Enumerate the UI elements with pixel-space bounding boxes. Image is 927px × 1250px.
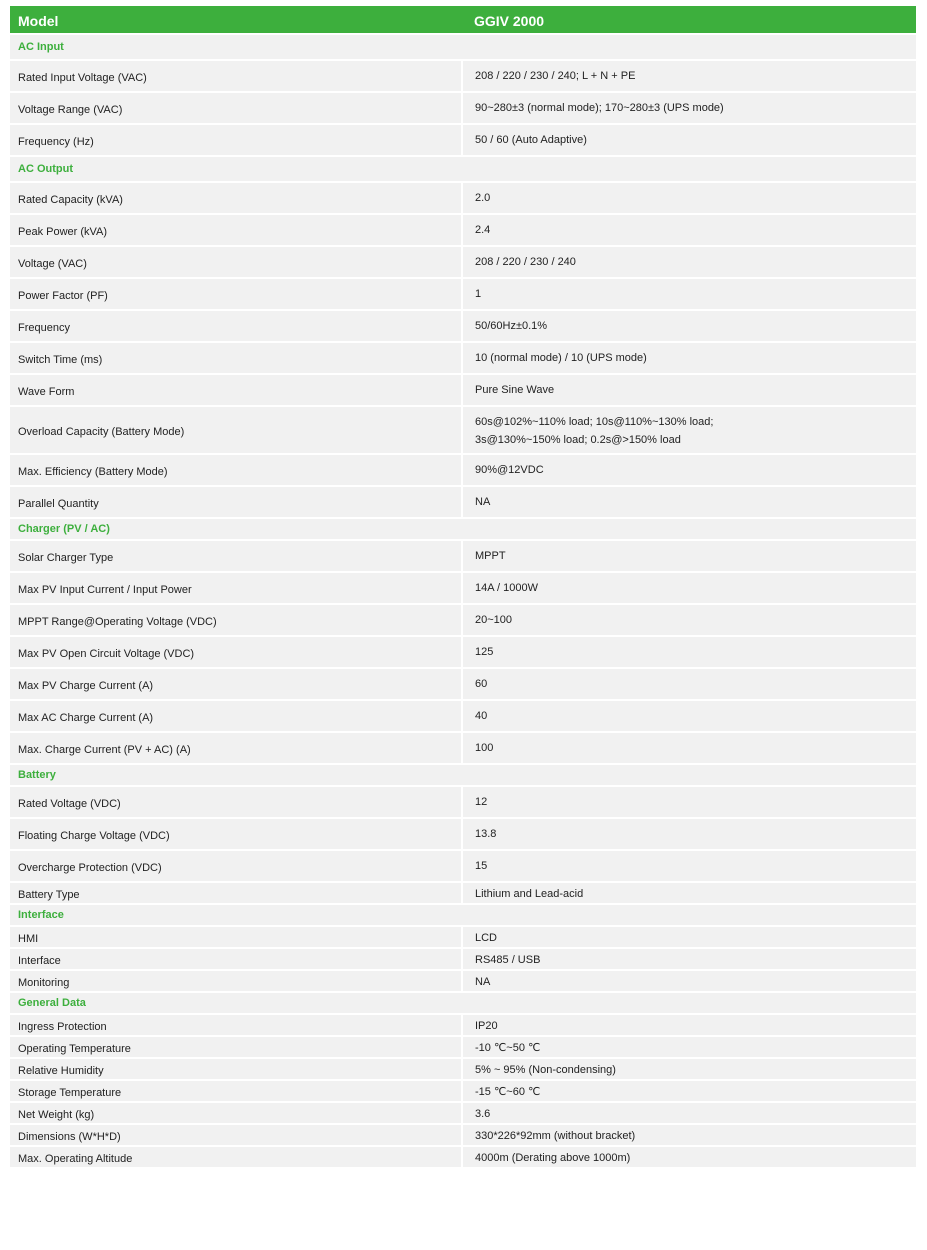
spec-value: IP20 [475,1020,498,1032]
spec-value-cell [463,1015,916,1035]
table-row [10,343,916,375]
table-row [10,883,916,905]
spec-value: 40 [475,710,488,722]
spec-label: Voltage Range (VAC) [10,93,461,123]
spec-value-cell [463,971,916,991]
spec-value-cell [463,851,916,881]
section-header: AC Output [10,157,916,183]
spec-value-cell [463,311,916,341]
table-row [10,1059,916,1081]
spec-value-cell [463,93,916,123]
spec-value-cell [463,375,916,405]
table-body [10,35,916,1169]
spec-value: -15 ℃~60 ℃ [475,1086,541,1098]
spec-value: 90%@12VDC [475,464,544,476]
table-row [10,311,916,343]
spec-label: Max. Efficiency (Battery Mode) [10,455,461,485]
spec-value-cell [463,487,916,517]
table-row [10,573,916,605]
table-row [10,61,916,93]
table-row [10,1015,916,1037]
spec-value-cell [463,1147,916,1167]
spec-label: Relative Humidity [10,1059,461,1079]
table-row [10,787,916,819]
spec-label: MPPT Range@Operating Voltage (VDC) [10,605,461,635]
spec-value: Lithium and Lead-acid [475,888,584,900]
table-row [10,215,916,247]
spec-label: Rated Capacity (kVA) [10,183,461,213]
spec-value: 2.4 [475,224,491,236]
spec-value-cell [463,407,916,453]
table-row [10,407,916,455]
table-row [10,819,916,851]
spec-value: LCD [475,932,498,944]
spec-value: NA [475,496,491,508]
spec-label: HMI [10,927,461,947]
spec-value-cell [463,279,916,309]
spec-label: Max. Operating Altitude [10,1147,461,1167]
spec-value: 15 [475,860,488,872]
spec-label: Monitoring [10,971,461,991]
spec-value-cell [463,637,916,667]
spec-label: Solar Charger Type [10,541,461,571]
spec-label: Storage Temperature [10,1081,461,1101]
table-row [10,1081,916,1103]
spec-value-cell [463,1125,916,1145]
spec-label: Switch Time (ms) [10,343,461,373]
spec-value: 60s@102%~110% load; 10s@110%~130% load; [475,416,714,428]
spec-value-cell [463,215,916,245]
spec-value-line-2: 3s@130%~150% load; 0.2s@>150% load [475,434,681,446]
spec-value-cell [463,183,916,213]
spec-value: Pure Sine Wave [475,384,555,396]
spec-value-cell [463,455,916,485]
spec-value-cell [463,1059,916,1079]
spec-value: -10 ℃~50 ℃ [475,1042,541,1054]
spec-label: Parallel Quantity [10,487,461,517]
spec-label: Power Factor (PF) [10,279,461,309]
spec-value: 13.8 [475,828,497,840]
section-header: General Data [10,993,916,1015]
spec-label: Battery Type [10,883,461,903]
spec-value-cell [463,669,916,699]
spec-label: Floating Charge Voltage (VDC) [10,819,461,849]
spec-value: 14A / 1000W [475,582,538,594]
spec-label: Wave Form [10,375,461,405]
table-row [10,701,916,733]
spec-value: 50 / 60 (Auto Adaptive) [475,134,587,146]
spec-value: 10 (normal mode) / 10 (UPS mode) [475,352,647,364]
model-value: GGIV 2000 [463,6,916,33]
table-row [10,279,916,311]
spec-label: Max AC Charge Current (A) [10,701,461,731]
table-row [10,455,916,487]
section-header: Interface [10,905,916,927]
spec-value: 3.6 [475,1108,491,1120]
spec-value: MPPT [475,550,506,562]
spec-label: Max PV Charge Current (A) [10,669,461,699]
table-row [10,1125,916,1147]
table-row [10,851,916,883]
spec-value: 12 [475,796,488,808]
table-row [10,247,916,279]
table-row [10,1147,916,1169]
spec-value: RS485 / USB [475,954,541,966]
spec-value-cell [463,605,916,635]
spec-value-cell [463,701,916,731]
spec-label: Ingress Protection [10,1015,461,1035]
spec-value-cell [463,927,916,947]
spec-value-cell [463,125,916,155]
spec-table [10,6,916,1169]
spec-label: Max PV Input Current / Input Power [10,573,461,603]
table-row [10,183,916,215]
spec-value-cell [463,883,916,903]
table-row [10,541,916,573]
spec-value-cell [463,733,916,763]
spec-value: 2.0 [475,192,491,204]
section-header: Battery [10,765,916,787]
model-label: Model [10,6,461,33]
table-row [10,1037,916,1059]
spec-value-cell [463,247,916,277]
spec-label: Max PV Open Circuit Voltage (VDC) [10,637,461,667]
spec-value: 1 [475,288,482,300]
section-header: AC Input [10,35,916,61]
spec-label: Operating Temperature [10,1037,461,1057]
spec-value: 208 / 220 / 230 / 240 [475,256,576,268]
table-row [10,125,916,157]
table-row [10,93,916,125]
spec-value: NA [475,976,491,988]
spec-label: Overload Capacity (Battery Mode) [10,407,461,453]
spec-value-cell [463,949,916,969]
spec-label: Interface [10,949,461,969]
spec-label: Peak Power (kVA) [10,215,461,245]
spec-value-cell [463,61,916,91]
table-row [10,733,916,765]
section-header: Charger (PV / AC) [10,519,916,541]
spec-label: Frequency (Hz) [10,125,461,155]
spec-value: 330*226*92mm (without bracket) [475,1130,636,1142]
spec-value-cell [463,573,916,603]
spec-value-cell [463,1037,916,1057]
spec-label: Net Weight (kg) [10,1103,461,1123]
spec-value: 20~100 [475,614,513,626]
spec-label: Voltage (VAC) [10,247,461,277]
spec-value-cell [463,1081,916,1101]
spec-value: 100 [475,742,494,754]
table-header [10,6,916,35]
table-row [10,1103,916,1125]
spec-label: Frequency [10,311,461,341]
table-row [10,605,916,637]
spec-label: Rated Input Voltage (VAC) [10,61,461,91]
spec-value-cell [463,343,916,373]
table-row [10,637,916,669]
spec-value: 208 / 220 / 230 / 240; L + N + PE [475,70,636,82]
table-row [10,669,916,701]
spec-label: Max. Charge Current (PV + AC) (A) [10,733,461,763]
spec-value: 4000m (Derating above 1000m) [475,1152,631,1164]
table-row [10,487,916,519]
spec-label: Overcharge Protection (VDC) [10,851,461,881]
spec-value: 50/60Hz±0.1% [475,320,548,332]
spec-value: 90~280±3 (normal mode); 170~280±3 (UPS mode) [475,102,724,114]
spec-label: Dimensions (W*H*D) [10,1125,461,1145]
spec-value-cell [463,541,916,571]
table-row [10,375,916,407]
spec-value: 5% ~ 95% (Non-condensing) [475,1064,616,1076]
spec-value-cell [463,819,916,849]
spec-value-cell [463,787,916,817]
table-row [10,927,916,949]
spec-value: 125 [475,646,494,658]
table-row [10,971,916,993]
spec-label: Rated Voltage (VDC) [10,787,461,817]
table-row [10,949,916,971]
spec-value: 60 [475,678,488,690]
spec-value-cell [463,1103,916,1123]
